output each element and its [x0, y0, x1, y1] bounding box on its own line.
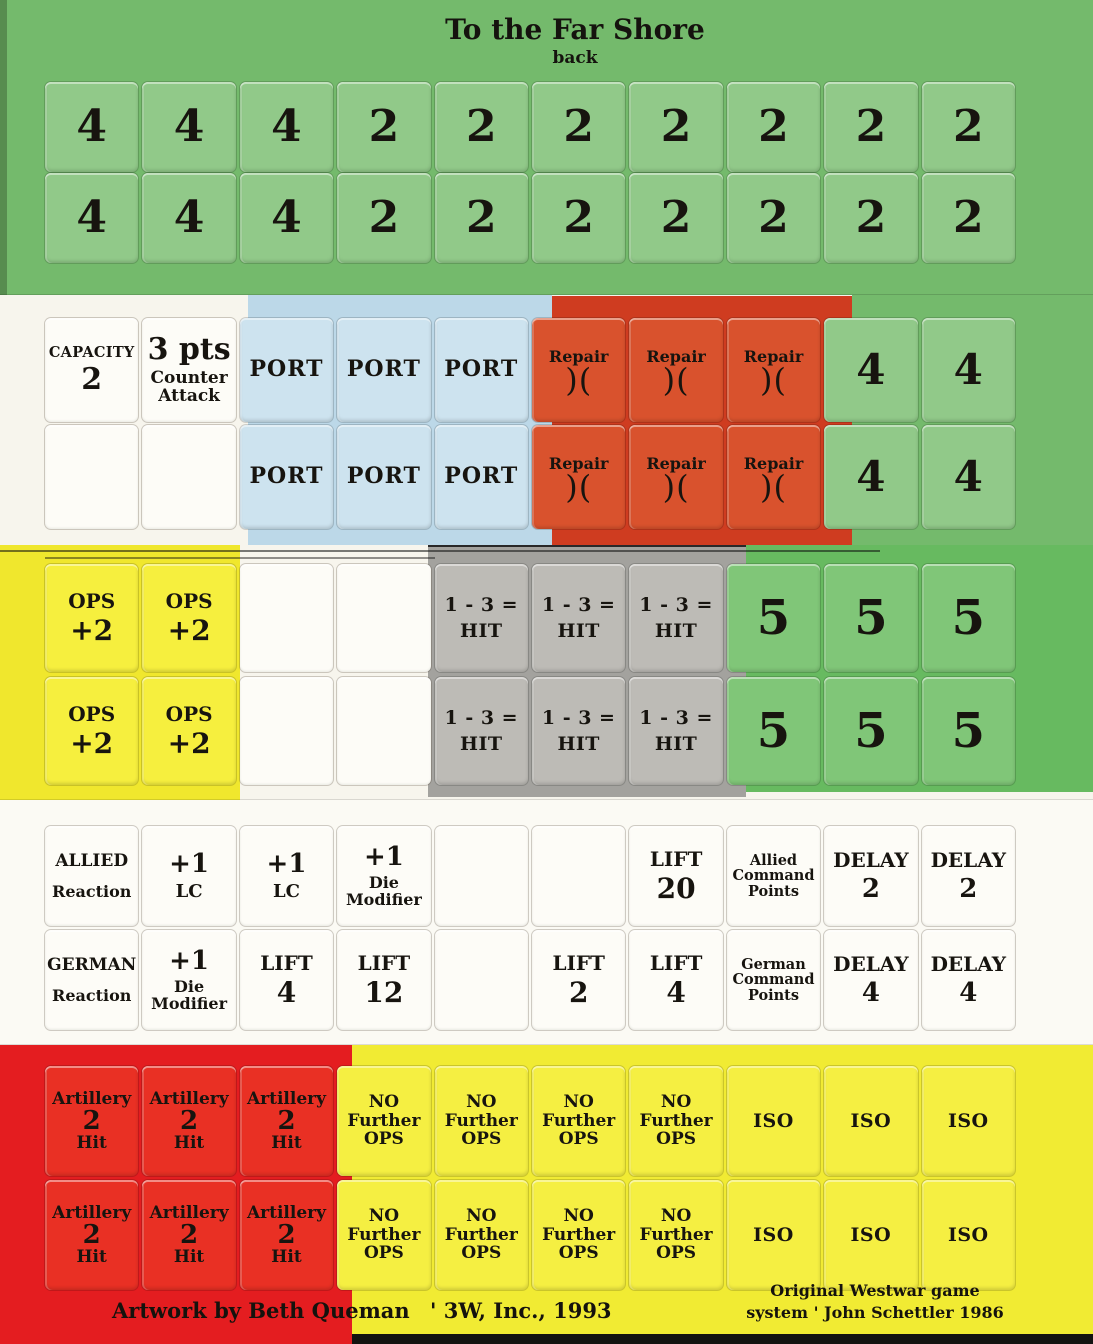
- counter-label: OPS: [461, 1243, 502, 1264]
- counter-label: Further: [542, 1224, 616, 1245]
- counter-label: Hit: [76, 1133, 107, 1153]
- counter-4: [45, 82, 138, 172]
- credit-original-line2: system ' John Schettler 1986: [746, 1302, 1004, 1322]
- counter-label: 4: [173, 192, 205, 243]
- counter-label: Artillery: [246, 1088, 326, 1109]
- counter-label: Hit: [271, 1133, 302, 1153]
- counter-label: 3 pts: [147, 331, 231, 367]
- counter-label: LIFT: [260, 950, 313, 975]
- counter-label: )(: [565, 468, 593, 507]
- counter-counter-attack: [142, 318, 235, 422]
- counter-label: 5: [951, 703, 985, 759]
- ops-hit-row-1: [45, 564, 1015, 672]
- counter-label: OPS: [656, 1243, 697, 1264]
- counter-label: 5: [756, 703, 791, 759]
- counter-label: NO: [368, 1092, 400, 1113]
- counter-label: Hit: [271, 1247, 302, 1267]
- counter-label: HIT: [557, 732, 600, 755]
- counter-repair: [532, 318, 625, 422]
- counter-label: +1: [169, 946, 210, 977]
- counter-ops-plus2: [142, 677, 235, 785]
- counter-label: CAPACITY: [48, 343, 135, 361]
- counter-label: Hit: [173, 1133, 205, 1153]
- counter-label: LIFT: [649, 950, 703, 975]
- cut-line: [45, 557, 435, 559]
- counter-port: [435, 318, 528, 422]
- cut-line: [0, 550, 880, 552]
- counter-label: 4: [271, 101, 302, 152]
- port-repair-row-2: [45, 425, 1015, 529]
- counter-label: 2: [180, 1106, 199, 1136]
- counter-label: 2: [758, 192, 789, 243]
- counter-lift-4: [629, 930, 722, 1030]
- strength-row-2: [45, 173, 1015, 263]
- counter-2: [922, 173, 1015, 263]
- counter-label: 5: [756, 590, 791, 646]
- counter-label: 2: [952, 101, 984, 152]
- counter-plus1-lc: [142, 826, 235, 926]
- counter-label: OPS: [363, 1243, 404, 1264]
- counter-label: ISO: [850, 1109, 892, 1132]
- counter-label: Die: [368, 873, 399, 893]
- counter-port: [435, 425, 528, 529]
- counter-ops-plus2: [45, 677, 138, 785]
- counter-label: Artillery: [246, 1202, 326, 1223]
- counter-label: )(: [565, 361, 593, 400]
- counter-capacity: [45, 318, 138, 422]
- counter-repair: [629, 425, 722, 529]
- counter-label: NO: [466, 1206, 497, 1227]
- counter-label: GERMAN: [47, 955, 137, 976]
- counter-label: OPS: [165, 588, 213, 613]
- bottom-black-strip: [352, 1334, 1093, 1344]
- counter-label: HIT: [460, 732, 503, 755]
- counter-label: Further: [347, 1224, 421, 1245]
- artillery-row-2: [45, 1180, 1015, 1290]
- counter-label: Points: [747, 986, 800, 1004]
- counter-ops-plus2: [142, 564, 235, 672]
- counter-2: [337, 173, 430, 263]
- counter-label: HIT: [654, 619, 698, 642]
- counter-label: 2: [368, 101, 400, 152]
- counter-label: 2: [758, 101, 789, 152]
- counter-no-further-ops: [629, 1180, 722, 1290]
- counter-label: 4: [276, 976, 297, 1010]
- counter-label: DELAY: [930, 951, 1007, 976]
- counter-label: 1 - 3 =: [444, 706, 519, 729]
- counter-2: [824, 82, 917, 172]
- counter-label: +1: [266, 848, 307, 879]
- counter-label: 1 - 3 =: [541, 706, 616, 729]
- counter-4: [142, 82, 235, 172]
- counter-repair: [629, 318, 722, 422]
- counter-iso: [727, 1066, 820, 1176]
- counter-2: [922, 82, 1015, 172]
- counter-4: [142, 173, 235, 263]
- sheet-subtitle: back: [552, 48, 598, 68]
- counter-artillery-2-hit: [142, 1066, 235, 1176]
- counter-label: Modifier: [151, 993, 228, 1013]
- counter-repair: [727, 425, 820, 529]
- counter-hit: [629, 564, 722, 672]
- counter-label: )(: [662, 468, 690, 507]
- credit-original-line1: Original Westwar game: [770, 1281, 980, 1300]
- counter-label: 4: [959, 978, 978, 1009]
- counter-blank: [337, 677, 430, 785]
- counter-4: [922, 425, 1015, 529]
- counter-no-further-ops: [337, 1066, 430, 1176]
- counter-label: ISO: [947, 1223, 989, 1246]
- counter-plus1-lc: [240, 826, 333, 926]
- counter-delay-2: [824, 826, 917, 926]
- counter-lift-4: [240, 930, 333, 1030]
- sheet-title: To the Far Shore: [445, 13, 705, 46]
- counter-label: 2: [855, 101, 887, 152]
- counter-no-further-ops: [337, 1180, 430, 1290]
- counter-blank: [337, 564, 430, 672]
- counter-label: 4: [861, 978, 880, 1009]
- counter-label: 2: [660, 101, 692, 152]
- counter-label: 1 - 3 =: [639, 593, 713, 616]
- counter-blank: [45, 425, 138, 529]
- counter-label: ISO: [947, 1109, 989, 1132]
- counter-label: PORT: [249, 356, 324, 383]
- counter-label: 5: [854, 590, 888, 646]
- counter-label: 2: [82, 1106, 101, 1136]
- counter-label: OPS: [363, 1129, 404, 1150]
- band-separator: [0, 799, 1093, 800]
- counter-hit: [435, 677, 528, 785]
- counter-4: [824, 425, 917, 529]
- counter-iso: [824, 1180, 917, 1290]
- counter-5: [824, 564, 917, 672]
- counter-iso: [922, 1180, 1015, 1290]
- counter-blank: [532, 826, 625, 926]
- counter-label: Repair: [646, 346, 706, 366]
- counter-label: 2: [952, 192, 984, 243]
- counter-plus1-die-modifier: [337, 826, 430, 926]
- counter-5: [824, 677, 917, 785]
- ops-hit-row-2: [45, 677, 1015, 785]
- counter-lift-20: [629, 826, 722, 926]
- counter-4: [240, 173, 333, 263]
- counter-iso: [922, 1066, 1015, 1176]
- counter-label: Repair: [548, 346, 609, 366]
- counter-hit: [532, 677, 625, 785]
- counter-label: Further: [347, 1110, 421, 1131]
- counter-label: OPS: [68, 701, 116, 726]
- counter-label: 2: [465, 192, 497, 243]
- counter-2: [337, 82, 430, 172]
- counter-label: 2: [277, 1106, 296, 1136]
- band-separator: [0, 1044, 1093, 1045]
- counter-label: Reaction: [52, 881, 132, 901]
- counter-2: [532, 173, 625, 263]
- counter-blank: [240, 677, 333, 785]
- counter-2: [435, 173, 528, 263]
- counter-port: [337, 425, 430, 529]
- artillery-row-1: [45, 1066, 1015, 1176]
- counter-blank: [240, 564, 333, 672]
- counter-label: PORT: [444, 356, 519, 383]
- counter-label: ISO: [753, 1109, 794, 1132]
- counter-label: Further: [444, 1110, 518, 1131]
- counter-label: 1 - 3 =: [444, 593, 519, 616]
- counter-label: Further: [444, 1224, 518, 1245]
- counter-no-further-ops: [629, 1066, 722, 1176]
- counter-label: 12: [364, 976, 404, 1010]
- counter-label: )(: [662, 361, 690, 400]
- counter-label: 4: [271, 192, 302, 243]
- counter-label: Hit: [76, 1247, 107, 1267]
- counter-label: ISO: [753, 1223, 794, 1246]
- counter-label: OPS: [656, 1129, 697, 1150]
- counter-port: [240, 425, 333, 529]
- counter-label: ALLIED: [55, 851, 129, 872]
- counter-2: [824, 173, 917, 263]
- counter-label: ISO: [850, 1223, 892, 1246]
- counter-label: Further: [639, 1110, 713, 1131]
- counter-allied-command-points: [727, 826, 820, 926]
- counter-label: )(: [760, 361, 787, 400]
- counter-artillery-2-hit: [45, 1066, 138, 1176]
- counter-repair: [727, 318, 820, 422]
- counter-port: [337, 318, 430, 422]
- port-repair-row-1: [45, 318, 1015, 422]
- counter-label: 5: [951, 590, 985, 646]
- counter-iso: [727, 1180, 820, 1290]
- sheet-left-edge: [0, 0, 7, 295]
- counter-2: [727, 82, 820, 172]
- counter-2: [532, 82, 625, 172]
- counter-label: German: [741, 955, 806, 973]
- counter-label: PORT: [346, 463, 421, 490]
- counter-label: 2: [855, 192, 887, 243]
- counter-5: [727, 677, 820, 785]
- counter-label: 1 - 3 =: [639, 706, 713, 729]
- counter-label: NO: [563, 1092, 594, 1113]
- counter-label: 4: [856, 452, 886, 501]
- counter-label: Artillery: [52, 1202, 132, 1223]
- counter-4: [824, 318, 917, 422]
- counter-4: [45, 173, 138, 263]
- counter-label: PORT: [249, 463, 324, 490]
- counter-no-further-ops: [435, 1066, 528, 1176]
- counter-lift-12: [337, 930, 430, 1030]
- counter-label: 5: [854, 703, 888, 759]
- counter-delay-4: [824, 930, 917, 1030]
- counter-label: Further: [639, 1224, 713, 1245]
- counter-label: 20: [656, 872, 696, 906]
- counter-label: 4: [856, 345, 886, 394]
- counter-label: 2: [568, 976, 589, 1010]
- counter-hit: [435, 564, 528, 672]
- counter-label: +2: [70, 614, 114, 648]
- german-row: [45, 930, 1015, 1030]
- credit-publisher: ' 3W, Inc., 1993: [430, 1298, 612, 1323]
- counter-ops-plus2: [45, 564, 138, 672]
- counter-label: Attack: [158, 385, 220, 406]
- counter-delay-4: [922, 930, 1015, 1030]
- counter-artillery-2-hit: [142, 1180, 235, 1290]
- counter-delay-2: [922, 826, 1015, 926]
- counter-label: 2: [563, 192, 594, 243]
- counter-no-further-ops: [532, 1066, 625, 1176]
- counter-port: [240, 318, 333, 422]
- counter-label: +2: [70, 727, 114, 761]
- counter-label: 2: [861, 874, 880, 905]
- counter-label: 1 - 3 =: [541, 593, 616, 616]
- counter-4: [922, 318, 1015, 422]
- counter-german-reaction: [45, 930, 138, 1030]
- counter-label: LC: [175, 880, 203, 902]
- counter-no-further-ops: [532, 1180, 625, 1290]
- counter-label: )(: [760, 468, 787, 507]
- counter-label: Command: [732, 971, 815, 989]
- counter-label: NO: [368, 1206, 400, 1227]
- counter-label: Command: [732, 867, 815, 885]
- counter-label: Further: [542, 1110, 616, 1131]
- allied-row: [45, 826, 1015, 926]
- credit-artwork: Artwork by Beth Queman: [112, 1298, 410, 1323]
- counter-2: [629, 173, 722, 263]
- counter-label: Repair: [743, 453, 804, 473]
- counter-label: 2: [82, 1220, 101, 1250]
- counter-label: Allied: [749, 851, 798, 869]
- counter-label: OPS: [558, 1129, 599, 1150]
- counter-label: OPS: [461, 1129, 502, 1150]
- counter-label: DELAY: [833, 847, 909, 872]
- counter-label: Repair: [646, 453, 706, 473]
- counter-5: [922, 564, 1015, 672]
- counter-label: Hit: [173, 1247, 205, 1267]
- counter-plus1-die-modifier: [142, 930, 235, 1030]
- counter-label: OPS: [558, 1243, 599, 1264]
- counter-label: +2: [167, 727, 211, 761]
- counter-label: 4: [76, 101, 107, 152]
- counter-label: LC: [273, 880, 300, 902]
- counter-label: 4: [76, 192, 107, 243]
- counter-label: OPS: [165, 701, 213, 726]
- counter-label: 2: [81, 362, 103, 398]
- counter-label: NO: [466, 1092, 497, 1113]
- counter-label: Repair: [548, 453, 609, 473]
- counter-2: [727, 173, 820, 263]
- counter-label: NO: [660, 1092, 692, 1113]
- counter-artillery-2-hit: [45, 1180, 138, 1290]
- counter-label: Counter: [150, 367, 228, 388]
- counter-repair: [532, 425, 625, 529]
- counter-5: [727, 564, 820, 672]
- counter-label: HIT: [557, 619, 600, 642]
- counter-label: HIT: [460, 619, 503, 642]
- counter-label: 2: [180, 1220, 199, 1250]
- credit-original-system: [700, 1280, 1050, 1323]
- counter-label: Artillery: [149, 1202, 229, 1223]
- counter-label: Artillery: [52, 1088, 132, 1109]
- counter-label: DELAY: [833, 951, 909, 976]
- counter-hit: [532, 564, 625, 672]
- counter-label: PORT: [444, 463, 519, 490]
- counter-lift-2: [532, 930, 625, 1030]
- counter-blank: [435, 930, 528, 1030]
- counter-label: NO: [660, 1206, 692, 1227]
- counter-allied-reaction: [45, 826, 138, 926]
- counter-german-command-points: [727, 930, 820, 1030]
- counter-artillery-2-hit: [240, 1066, 333, 1176]
- counter-blank: [435, 826, 528, 926]
- counter-label: LIFT: [552, 950, 605, 975]
- counter-label: +1: [169, 848, 210, 879]
- counter-hit: [629, 677, 722, 785]
- counter-label: +1: [363, 842, 404, 873]
- counter-label: 4: [953, 345, 983, 394]
- counter-label: 2: [277, 1220, 296, 1250]
- counter-artillery-2-hit: [240, 1180, 333, 1290]
- counter-iso: [824, 1066, 917, 1176]
- counter-2: [629, 82, 722, 172]
- counter-label: Points: [747, 882, 800, 900]
- counter-label: 4: [173, 101, 205, 152]
- counter-label: 2: [465, 101, 497, 152]
- counter-label: DELAY: [930, 847, 1007, 872]
- counter-label: +2: [167, 614, 211, 648]
- counter-label: OPS: [68, 588, 116, 613]
- counter-2: [435, 82, 528, 172]
- counter-no-further-ops: [435, 1180, 528, 1290]
- counter-label: 4: [666, 976, 686, 1010]
- counter-label: LIFT: [649, 846, 703, 871]
- counter-label: Die: [174, 977, 205, 997]
- counter-label: Modifier: [345, 889, 422, 909]
- counter-label: PORT: [346, 356, 421, 383]
- counter-4: [240, 82, 333, 172]
- strength-row-1: [45, 82, 1015, 172]
- counter-label: 2: [660, 192, 692, 243]
- counter-label: HIT: [654, 732, 698, 755]
- counter-5: [922, 677, 1015, 785]
- counter-label: NO: [563, 1206, 594, 1227]
- counter-label: 2: [959, 874, 978, 905]
- counter-label: Reaction: [52, 985, 132, 1005]
- counter-label: 2: [368, 192, 400, 243]
- counter-label: 4: [953, 452, 983, 501]
- counter-label: LIFT: [357, 950, 411, 975]
- counter-blank: [142, 425, 235, 529]
- counter-label: Artillery: [149, 1088, 229, 1109]
- counter-label: 2: [563, 101, 594, 152]
- counter-label: Repair: [743, 346, 804, 366]
- band-separator: [0, 294, 1093, 295]
